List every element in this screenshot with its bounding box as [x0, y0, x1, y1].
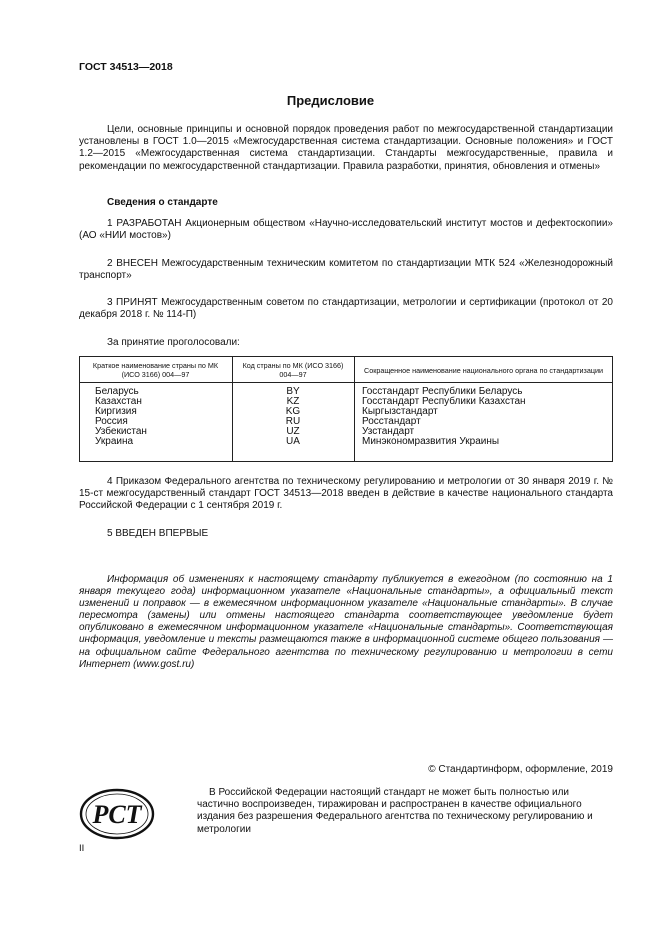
country-code: RU — [285, 416, 301, 427]
standards-body: Госстандарт Республики Казахстан — [362, 396, 526, 407]
item-order: 4 Приказом Федерального агентства по техническому регулированию и метрологии от 30 января 2019 г. № 15-ст межгосударственный стандарт ГОСТ 34513—2018 введен в действие в качестве национального стандарта Российской Федерации с 1 сентября 2019 г. — [79, 476, 613, 512]
table-left-rule — [79, 356, 80, 462]
item-introduced: 2 ВНЕСЕН Межгосударственным техническим комитетом по стандартизации МТК 524 «Железнодорожный транспорт» — [79, 258, 613, 282]
copyright-line: © Стандартинформ, оформление, 2019 — [428, 764, 613, 775]
country-code: BY — [286, 386, 300, 397]
country-name: Беларусь — [95, 386, 139, 397]
table-header-row — [79, 356, 613, 383]
table-column-divider — [354, 356, 355, 462]
table-header-body: Сокращенное наименование национального органа по стандартизации — [354, 356, 613, 383]
country-name: Казахстан — [95, 396, 142, 407]
country-name: Киргизия — [95, 406, 137, 417]
table-row — [79, 417, 613, 427]
table-right-rule — [612, 356, 613, 462]
info-notice: Информация об изменениях к настоящему стандарту публикуется в ежегодном (по состоянию на 1 января текущего года) информационном указателе «Национальные стандарты», а официальный текст изменений и поправок — в ежемесячном информационном указателе «Национальные стандарты». В случае пересмотра (замены) или отмены настоящего стандарта соответствующее уведомление будет опубликовано в ежемесячном информационном указателе «Национальные стандарты». Соответствующая информация, уведомление и тексты размещаются также в информационной системе общего пользования — на официальном сайте Федерального агентства по техническому регулированию и метрологии в сети Интернет (www.gost.ru) — [79, 574, 613, 670]
rst-logo — [79, 788, 155, 840]
voted-label: За принятие проголосовали: — [107, 337, 240, 348]
item-developed: 1 РАЗРАБОТАН Акционерным обществом «Научно-исследовательский институт мостов и дефектоскопии» (АО «НИИ мостов») — [79, 218, 613, 242]
country-name: Украина — [95, 436, 134, 447]
table-header-country: Краткое наименование страны по МК (ИСО 3166) 004—97 — [79, 356, 232, 383]
voting-table — [79, 356, 613, 450]
standards-body: Минэкономразвития Украины — [362, 436, 500, 447]
standards-body: Узстандарт — [362, 426, 415, 437]
rights-notice: В Российской Федерации настоящий стандарт не может быть полностью или частично воспроизведен, тиражирован и распространен в качестве официального издания без разрешения Федерального агентства по техническому регулированию и метрологии — [197, 787, 593, 835]
document-code: ГОСТ 34513—2018 — [79, 61, 173, 73]
page-title: Предисловие — [286, 93, 375, 108]
table-row — [79, 427, 613, 437]
country-code: UZ — [286, 426, 300, 437]
table-row — [79, 383, 613, 398]
table-row — [79, 407, 613, 417]
table-row — [79, 397, 613, 407]
item-first-time: 5 ВВЕДЕН ВПЕРВЫЕ — [107, 528, 209, 539]
country-name: Россия — [95, 416, 128, 427]
table-row — [79, 437, 613, 450]
standards-body: Госстандарт Республики Беларусь — [362, 386, 523, 397]
item-adopted: 3 ПРИНЯТ Межгосударственным советом по стандартизации, метрологии и сертификации (протокол от 20 декабря 2018 г. № 114-П) — [79, 297, 613, 321]
table-header-code: Код страны по МК (ИСО 3166) 004—97 — [232, 356, 354, 383]
standards-body: Кыргызстандарт — [362, 406, 438, 417]
table-column-divider — [232, 356, 233, 462]
intro-paragraph: Цели, основные принципы и основной порядок проведения работ по межгосударственной стандартизации установлены в ГОСТ 1.0—2015 «Межгосударственная система стандартизации. Основные положения» и ГОСТ 1.2—2015 «Межгосударственная система стандартизации. Стандарты межгосударственные, правила и рекомендации по межгосударственной стандартизации. Правила разработки, принятия, обновления и отмены» — [79, 124, 613, 172]
section-heading: Сведения о стандарте — [107, 197, 218, 208]
country-code: UA — [286, 436, 300, 447]
table-top-rule — [79, 356, 613, 357]
table-bottom-rule — [79, 461, 613, 462]
country-name: Узбекистан — [95, 426, 147, 437]
country-code: KZ — [286, 396, 300, 407]
logo-lettering: РСТ — [92, 800, 142, 829]
page-number: II — [79, 843, 85, 854]
country-code: KG — [285, 406, 301, 417]
standards-body: Росстандарт — [362, 416, 421, 427]
